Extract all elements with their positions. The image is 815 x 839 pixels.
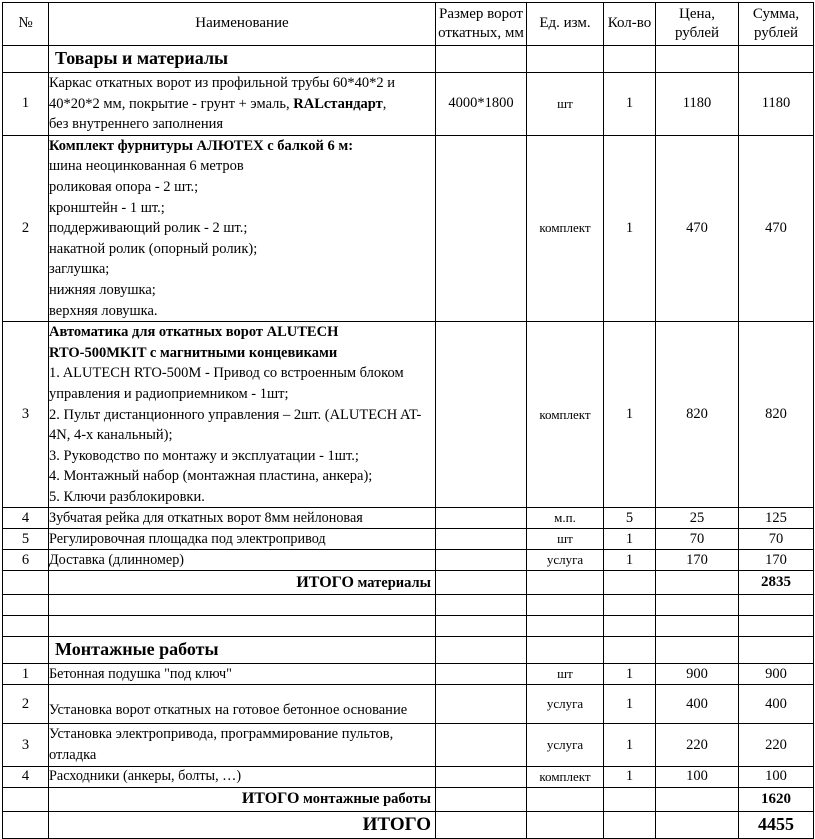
table-row bbox=[3, 322, 814, 508]
header-size-line2: откатных, мм bbox=[438, 25, 524, 41]
header-cell-price bbox=[656, 3, 739, 46]
grand-qty-blank bbox=[604, 811, 656, 838]
header-price-line2: рублей bbox=[674, 25, 720, 41]
section-title-goods: Товары и материалы bbox=[49, 46, 436, 73]
table-row bbox=[3, 508, 814, 529]
table-row bbox=[3, 724, 814, 766]
row-name bbox=[49, 73, 436, 136]
row-size bbox=[436, 724, 527, 766]
row-name: Расходники (анкеры, болты, …) bbox=[49, 766, 436, 787]
row-size bbox=[436, 664, 527, 685]
row-unit: комплект bbox=[527, 322, 604, 508]
row-num: 4 bbox=[3, 766, 49, 787]
table-row bbox=[3, 73, 814, 136]
row-name-line: отладка bbox=[49, 747, 97, 764]
section-unit-blank bbox=[527, 637, 604, 664]
spacer-cell bbox=[656, 616, 739, 637]
row-size: 4000*1800 bbox=[436, 73, 527, 136]
header-cell-sum bbox=[739, 3, 814, 46]
row-sum: 1180 bbox=[739, 73, 814, 136]
spacer-cell bbox=[3, 616, 49, 637]
row-num: 4 bbox=[3, 508, 49, 529]
row-price: 400 bbox=[656, 685, 739, 724]
header-price-line1: Цена, bbox=[679, 5, 715, 22]
table-row bbox=[3, 685, 814, 724]
row-name-line: 5. Ключи разблокировки. bbox=[49, 488, 205, 505]
row-size bbox=[436, 508, 527, 529]
spacer-cell bbox=[527, 616, 604, 637]
row-sum: 70 bbox=[739, 529, 814, 550]
spacer-cell bbox=[436, 595, 527, 616]
row-price: 100 bbox=[656, 766, 739, 787]
grand-total-row bbox=[3, 811, 814, 838]
estimate-table bbox=[2, 2, 814, 839]
row-size bbox=[436, 550, 527, 571]
row-unit: услуга bbox=[527, 685, 604, 724]
row-unit: услуга bbox=[527, 724, 604, 766]
table-row bbox=[3, 550, 814, 571]
grand-total-label: ИТОГО bbox=[49, 811, 436, 838]
row-num: 3 bbox=[3, 322, 49, 508]
spacer-cell bbox=[49, 595, 436, 616]
total-label-rest: материалы bbox=[353, 574, 431, 591]
row-price: 900 bbox=[656, 664, 739, 685]
total-price-blank bbox=[656, 571, 739, 595]
total-qty-blank bbox=[604, 787, 656, 811]
row-sum: 900 bbox=[739, 664, 814, 685]
row-size bbox=[436, 322, 527, 508]
row-size bbox=[436, 529, 527, 550]
row-name-title bbox=[49, 322, 435, 343]
spacer-cell bbox=[3, 595, 49, 616]
section-header-works bbox=[3, 637, 814, 664]
row-name-line: кронштейн - 1 шт.; bbox=[49, 199, 165, 216]
total-size-blank bbox=[436, 787, 527, 811]
row-name-line: без внутреннего заполнения bbox=[49, 116, 224, 133]
row-size bbox=[436, 685, 527, 724]
row-num: 2 bbox=[3, 685, 49, 724]
table-row bbox=[3, 135, 814, 321]
section-unit-blank bbox=[527, 46, 604, 73]
table-row bbox=[3, 766, 814, 787]
row-num: 2 bbox=[3, 135, 49, 321]
row-unit: комплект bbox=[527, 766, 604, 787]
row-sum: 125 bbox=[739, 508, 814, 529]
spacer-row bbox=[3, 595, 814, 616]
row-name-bold: RTO-500MKIT с магнитными концевиками bbox=[49, 344, 338, 361]
spacer-cell bbox=[656, 595, 739, 616]
row-num: 6 bbox=[3, 550, 49, 571]
row-name-line: 4N, 4-х канальный); bbox=[49, 427, 173, 444]
header-sum-line1: Сумма, bbox=[752, 5, 800, 22]
header-sum-line2: рублей bbox=[753, 25, 799, 41]
row-qty: 1 bbox=[604, 322, 656, 508]
section-sum-blank bbox=[739, 637, 814, 664]
row-name-bold: Комплект фурнитуры АЛЮТЕХ с балкой 6 м: bbox=[49, 137, 354, 154]
row-size bbox=[436, 135, 527, 321]
row-qty: 1 bbox=[604, 73, 656, 136]
row-price: 1180 bbox=[656, 73, 739, 136]
row-num: 1 bbox=[3, 73, 49, 136]
row-name: Установка ворот откатных на готовое бетонное основание bbox=[49, 685, 436, 724]
row-name-line: заглушка; bbox=[49, 261, 110, 278]
row-name-text: 40*20*2 мм, покрытие - грунт + эмаль, bbox=[49, 95, 294, 112]
row-name-title bbox=[49, 343, 435, 364]
row-name-line: роликовая опора - 2 шт.; bbox=[49, 178, 199, 195]
header-cell-unit: Ед. изм. bbox=[527, 3, 604, 46]
section-price-blank bbox=[656, 46, 739, 73]
row-unit: шт bbox=[527, 529, 604, 550]
row-price: 220 bbox=[656, 724, 739, 766]
row-unit: услуга bbox=[527, 550, 604, 571]
row-name-line: 4. Монтажный набор (монтажная пластина, анкера); bbox=[49, 468, 373, 485]
spacer-row bbox=[3, 616, 814, 637]
total-price-blank bbox=[656, 787, 739, 811]
row-qty: 1 bbox=[604, 135, 656, 321]
total-unit-blank bbox=[527, 571, 604, 595]
row-unit: комплект bbox=[527, 135, 604, 321]
header-cell-size bbox=[436, 3, 527, 46]
row-name-line: нижняя ловушка; bbox=[49, 281, 156, 298]
grand-size-blank bbox=[436, 811, 527, 838]
row-sum: 170 bbox=[739, 550, 814, 571]
section-num-blank bbox=[3, 46, 49, 73]
header-cell-num: № bbox=[3, 3, 49, 46]
total-unit-blank bbox=[527, 787, 604, 811]
row-name-line: Установка электропривода, программирование пультов, bbox=[49, 726, 394, 743]
total-label-rest: монтажные работы bbox=[299, 791, 431, 808]
row-name-line: шина неоцинкованная 6 метров bbox=[49, 158, 244, 175]
row-name bbox=[49, 724, 436, 766]
grand-num-blank bbox=[3, 811, 49, 838]
grand-total-sum: 4455 bbox=[739, 811, 814, 838]
section-title-works: Монтажные работы bbox=[49, 637, 436, 664]
total-label-strong: ИТОГО bbox=[296, 573, 354, 591]
total-row-materials bbox=[3, 571, 814, 595]
section-price-blank bbox=[656, 637, 739, 664]
total-num-blank bbox=[3, 787, 49, 811]
row-price: 470 bbox=[656, 135, 739, 321]
row-name-line: накатной ролик (опорный ролик); bbox=[49, 240, 258, 257]
section-header-goods bbox=[3, 46, 814, 73]
table-row bbox=[3, 664, 814, 685]
row-name: Регулировочная площадка под электропривод bbox=[49, 529, 436, 550]
section-qty-blank bbox=[604, 637, 656, 664]
row-sum: 220 bbox=[739, 724, 814, 766]
row-name-bold: RALстандарт bbox=[293, 95, 383, 112]
row-qty: 1 bbox=[604, 529, 656, 550]
section-size-blank bbox=[436, 46, 527, 73]
row-price: 25 bbox=[656, 508, 739, 529]
spacer-cell bbox=[49, 616, 436, 637]
spacer-cell bbox=[604, 595, 656, 616]
row-name-bold: Автоматика для откатных ворот ALUTECH bbox=[49, 324, 339, 341]
row-qty: 1 bbox=[604, 766, 656, 787]
header-cell-name: Наименование bbox=[49, 3, 436, 46]
spacer-cell bbox=[604, 616, 656, 637]
spacer-cell bbox=[436, 616, 527, 637]
row-name bbox=[49, 322, 436, 508]
total-row-works bbox=[3, 787, 814, 811]
section-qty-blank bbox=[604, 46, 656, 73]
row-price: 170 bbox=[656, 550, 739, 571]
total-label-works bbox=[49, 787, 436, 811]
row-num: 1 bbox=[3, 664, 49, 685]
grand-price-blank bbox=[656, 811, 739, 838]
table-row bbox=[3, 529, 814, 550]
row-name-line: Каркас откатных ворот из профильной трубы 60*40*2 и bbox=[49, 75, 396, 91]
row-name: Зубчатая рейка для откатных ворот 8мм нейлоновая bbox=[49, 508, 436, 529]
row-qty: 1 bbox=[604, 724, 656, 766]
header-size-line1: Размер ворот bbox=[439, 5, 523, 22]
total-qty-blank bbox=[604, 571, 656, 595]
row-sum: 820 bbox=[739, 322, 814, 508]
row-name-line: 3. Руководство по монтажу и эксплуатации - 1шт.; bbox=[49, 447, 359, 464]
row-price: 70 bbox=[656, 529, 739, 550]
row-unit: шт bbox=[527, 73, 604, 136]
total-label-strong: ИТОГО bbox=[241, 790, 300, 808]
spacer-cell bbox=[739, 595, 814, 616]
row-size bbox=[436, 766, 527, 787]
header-cell-qty: Кол-во bbox=[604, 3, 656, 46]
row-name-line bbox=[49, 94, 435, 115]
row-name-line: управления и радиоприемником - 1шт; bbox=[49, 385, 289, 402]
section-size-blank bbox=[436, 637, 527, 664]
row-num: 3 bbox=[3, 724, 49, 766]
total-num-blank bbox=[3, 571, 49, 595]
section-sum-blank bbox=[739, 46, 814, 73]
row-name-line: верхняя ловушка. bbox=[49, 302, 158, 319]
total-label-materials bbox=[49, 571, 436, 595]
row-sum: 400 bbox=[739, 685, 814, 724]
row-unit: м.п. bbox=[527, 508, 604, 529]
total-sum-materials: 2835 bbox=[739, 571, 814, 595]
row-name-line: 1. ALUTECH RTO-500M - Привод со встроенным блоком bbox=[49, 365, 404, 382]
row-qty: 1 bbox=[604, 685, 656, 724]
total-size-blank bbox=[436, 571, 527, 595]
grand-unit-blank bbox=[527, 811, 604, 838]
spacer-cell bbox=[527, 595, 604, 616]
row-name bbox=[49, 135, 436, 321]
row-qty: 1 bbox=[604, 664, 656, 685]
row-sum: 100 bbox=[739, 766, 814, 787]
row-qty: 1 bbox=[604, 550, 656, 571]
row-price: 820 bbox=[656, 322, 739, 508]
row-num: 5 bbox=[3, 529, 49, 550]
row-name-line: поддерживающий ролик - 2 шт.; bbox=[49, 220, 248, 237]
row-name: Доставка (длинномер) bbox=[49, 550, 436, 571]
row-qty: 5 bbox=[604, 508, 656, 529]
row-name-tail: , bbox=[382, 95, 387, 112]
row-name: Бетонная подушка "под ключ" bbox=[49, 664, 436, 685]
spacer-cell bbox=[739, 616, 814, 637]
row-unit: шт bbox=[527, 664, 604, 685]
row-sum: 470 bbox=[739, 135, 814, 321]
row-name-title bbox=[49, 136, 435, 157]
table-header-row bbox=[3, 3, 814, 46]
section-num-blank bbox=[3, 637, 49, 664]
row-name-line: 2. Пульт дистанционного управления – 2шт. (ALUTECH AT- bbox=[49, 406, 422, 423]
total-sum-works: 1620 bbox=[739, 787, 814, 811]
